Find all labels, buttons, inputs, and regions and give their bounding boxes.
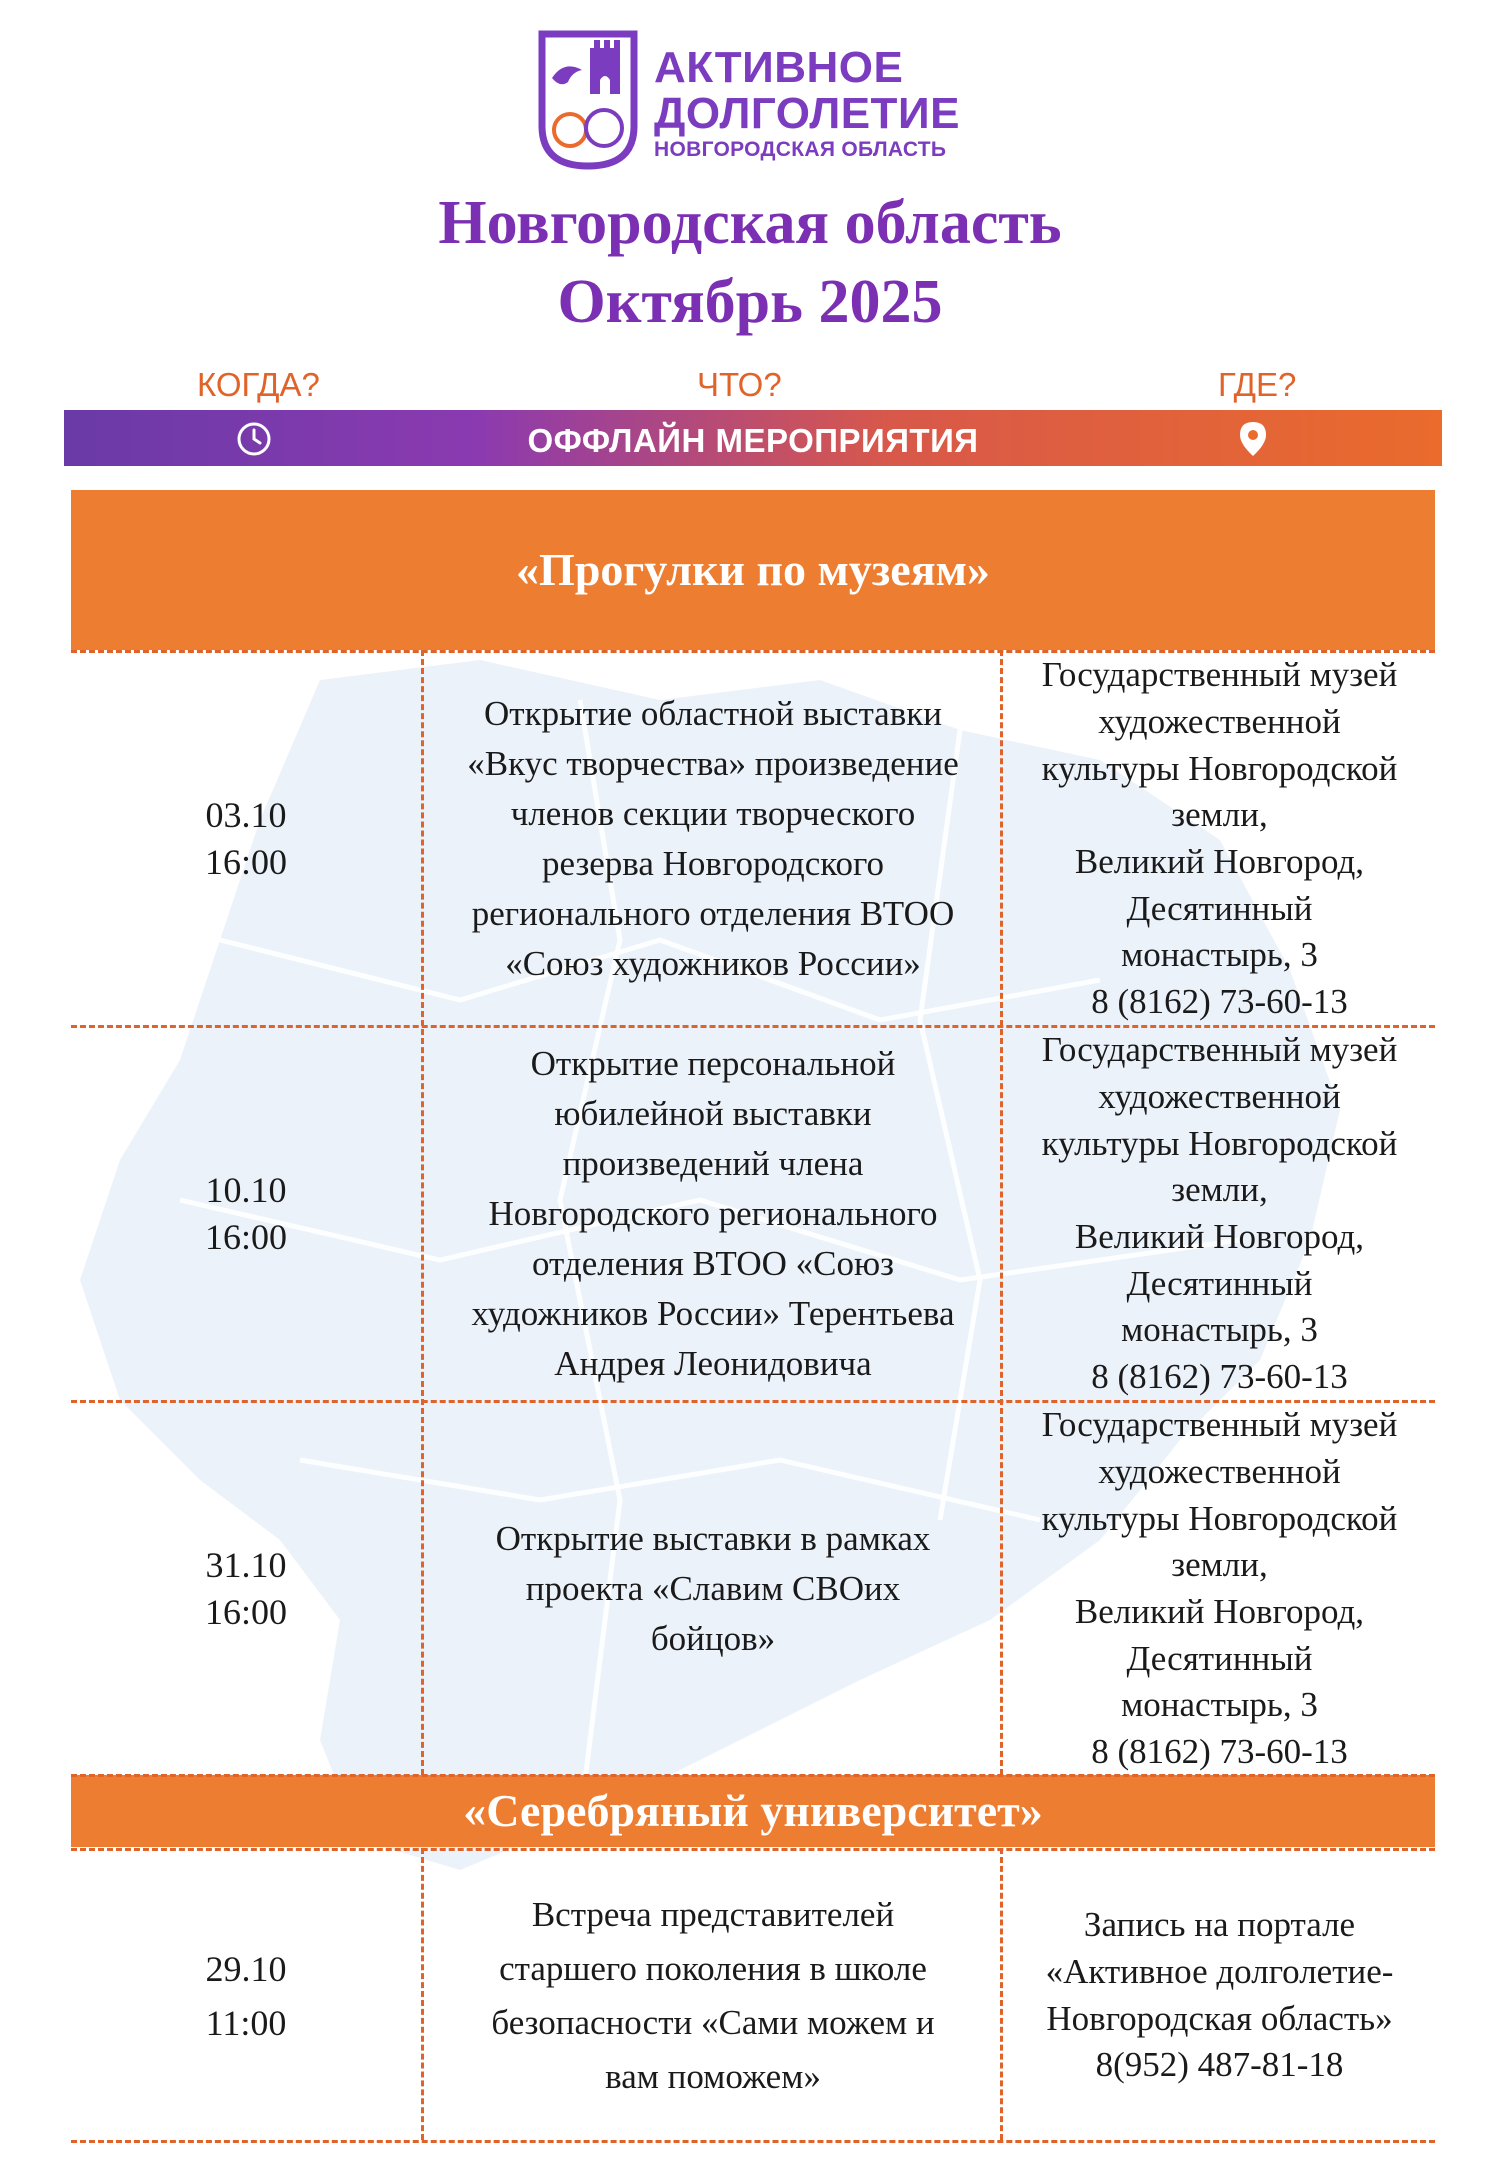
event-location: Государственный музей художественной культуры Новгородской земли, Великий Новгород, Десятинный монастырь, 3 8 (8162) 73-60-13 <box>1041 1030 1398 1397</box>
section-title-silver-university: «Серебряный университет» <box>71 1775 1435 1847</box>
event-location: Государственный музей художественной культуры Новгородской земли, Великий Новгород, Десятинный монастырь, 3 8 (8162) 73-60-13 <box>1041 655 1398 1022</box>
logo-line-3: НОВГОРОДСКАЯ ОБЛАСТЬ <box>654 138 947 161</box>
page-title-region: Новгородская область <box>438 189 1062 257</box>
event-location: Государственный музей художественной культуры Новгородской земли, Великий Новгород, Десятинный монастырь, 3 8 (8162) 73-60-13 <box>1041 1405 1398 1772</box>
event-description: Встреча представителей старшего поколения в школе безопасности «Сами можем и вам поможем» <box>491 1894 935 2096</box>
event-date-time: 03.10 16:00 <box>204 795 287 882</box>
column-divider <box>421 1848 424 2140</box>
header-what: ЧТО? <box>697 366 782 403</box>
event-date-time: 10.10 16:00 <box>204 1170 287 1257</box>
header-when: КОГДА? <box>197 366 320 403</box>
column-divider <box>421 650 424 1775</box>
event-description: Открытие выставки в рамках проекта «Славим СВОих бойцов» <box>495 1519 931 1658</box>
offline-events-bar <box>64 410 1442 466</box>
bar-title: ОФФЛАЙН МЕРОПРИЯТИЯ <box>527 422 979 459</box>
logo-text <box>654 45 960 163</box>
event-date-time: 31.10 16:00 <box>204 1545 287 1632</box>
page-title-month: Октябрь 2025 <box>557 268 943 336</box>
row-divider <box>71 2140 1435 2143</box>
logo-line-2: ДОЛГОЛЕТИЕ <box>654 89 960 138</box>
location-pin-icon <box>1236 420 1270 458</box>
header-where: ГДЕ? <box>1218 366 1297 403</box>
logo-line-1: АКТИВНОЕ <box>654 43 904 92</box>
event-description: Открытие персональной юбилейной выставки произведений члена Новгородского регионального отделения ВТОО «Союз художников России» Терентьева Андрея Леонидовича <box>471 1044 955 1383</box>
section-title-museum-walks: «Прогулки по музеям» <box>71 490 1435 650</box>
event-location: Запись на портале «Активное долголетие- Новгородская область» 8(952) 487-81-18 <box>1045 1905 1394 2085</box>
event-description: Открытие областной выставки «Вкус творчества» произведение членов секции творческого резерва Новгородского регионального отделения ВТОО «Союз художников России» <box>467 694 959 983</box>
event-date-time: 29.10 11:00 <box>205 1948 287 2043</box>
